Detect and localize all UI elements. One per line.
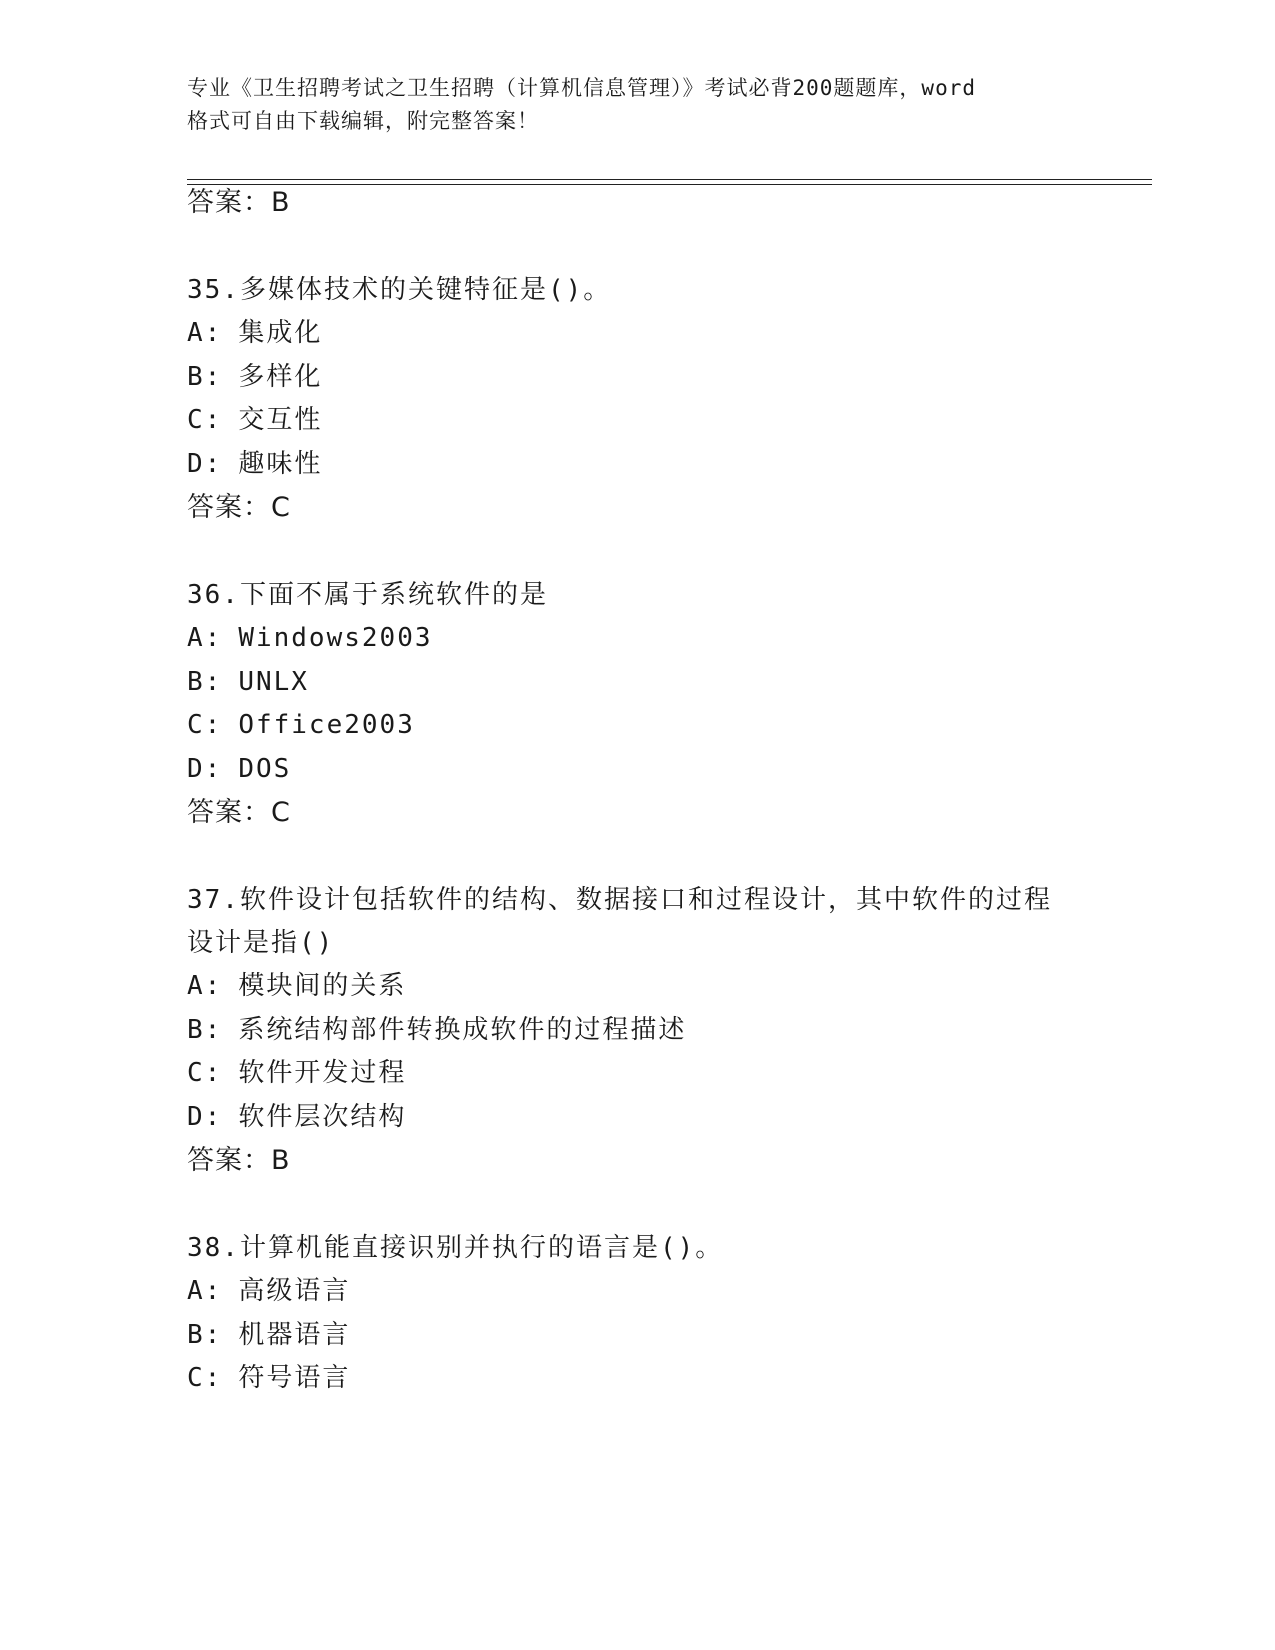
option-label: C: [187,405,223,435]
question-35-option-b [187,361,322,393]
answer-prev: 答案：B [187,187,291,218]
option-text: 集成化 [238,318,323,348]
option-text: 交互性 [238,405,323,435]
option-label: C: [187,1363,223,1393]
option-text: 多样化 [238,362,323,392]
option-text: 高级语言 [238,1276,351,1306]
header-divider-top [187,179,1152,180]
option-text: Office2003 [238,710,415,740]
option-label: B: [187,667,223,697]
question-37-stem-line-2: 设计是指() [187,928,335,958]
header-divider-bottom [187,184,1152,185]
option-label: D: [187,449,223,479]
header-line-1: 专业《卫生招聘考试之卫生招聘（计算机信息管理）》考试必背200题题库，word [187,76,976,100]
option-label: A: [187,971,223,1001]
option-label: B: [187,362,223,392]
option-label: A: [187,1276,223,1306]
question-35-option-a [187,317,322,349]
question-38-option-c [187,1362,350,1394]
question-35-stem: 35.多媒体技术的关键特征是()。 [187,275,612,305]
question-36-option-b [187,666,309,698]
question-35-answer: 答案：C [187,492,291,523]
question-36-option-c [187,709,415,741]
option-text: 系统结构部件转换成软件的过程描述 [238,1015,687,1045]
question-37-option-a [187,970,406,1002]
option-label: B: [187,1320,223,1350]
question-36-stem: 36.下面不属于系统软件的是 [187,580,548,610]
option-text: 软件开发过程 [238,1058,407,1088]
option-label: D: [187,754,223,784]
question-37-option-b [187,1014,686,1046]
option-text: 软件层次结构 [238,1102,407,1132]
question-36-answer: 答案：C [187,797,291,828]
option-label: A: [187,623,223,653]
question-35-option-c [187,404,322,436]
option-label: C: [187,710,223,740]
option-label: D: [187,1102,223,1132]
question-37-answer: 答案：B [187,1145,291,1176]
option-label: A: [187,318,223,348]
question-37-option-c [187,1057,406,1089]
option-text: 符号语言 [238,1363,351,1393]
question-37-option-d [187,1101,406,1133]
question-38-option-b [187,1319,350,1351]
option-label: C: [187,1058,223,1088]
question-36-option-d [187,753,291,785]
header-line-2: 格式可自由下载编辑，附完整答案！ [187,109,539,133]
option-text: DOS [238,754,292,784]
option-text: 机器语言 [238,1320,351,1350]
question-38-option-a [187,1275,350,1307]
option-label: B: [187,1015,223,1045]
question-35-option-d [187,448,322,480]
document-header [187,72,1087,138]
question-36-option-a [187,622,433,654]
option-text: UNLX [238,667,309,697]
option-text: Windows2003 [238,623,433,653]
question-38-stem: 38.计算机能直接识别并执行的语言是()。 [187,1233,724,1263]
question-37-stem-line-1: 37.软件设计包括软件的结构、数据接口和过程设计，其中软件的过程 [187,885,1052,915]
option-text: 趣味性 [238,449,323,479]
option-text: 模块间的关系 [238,971,407,1001]
